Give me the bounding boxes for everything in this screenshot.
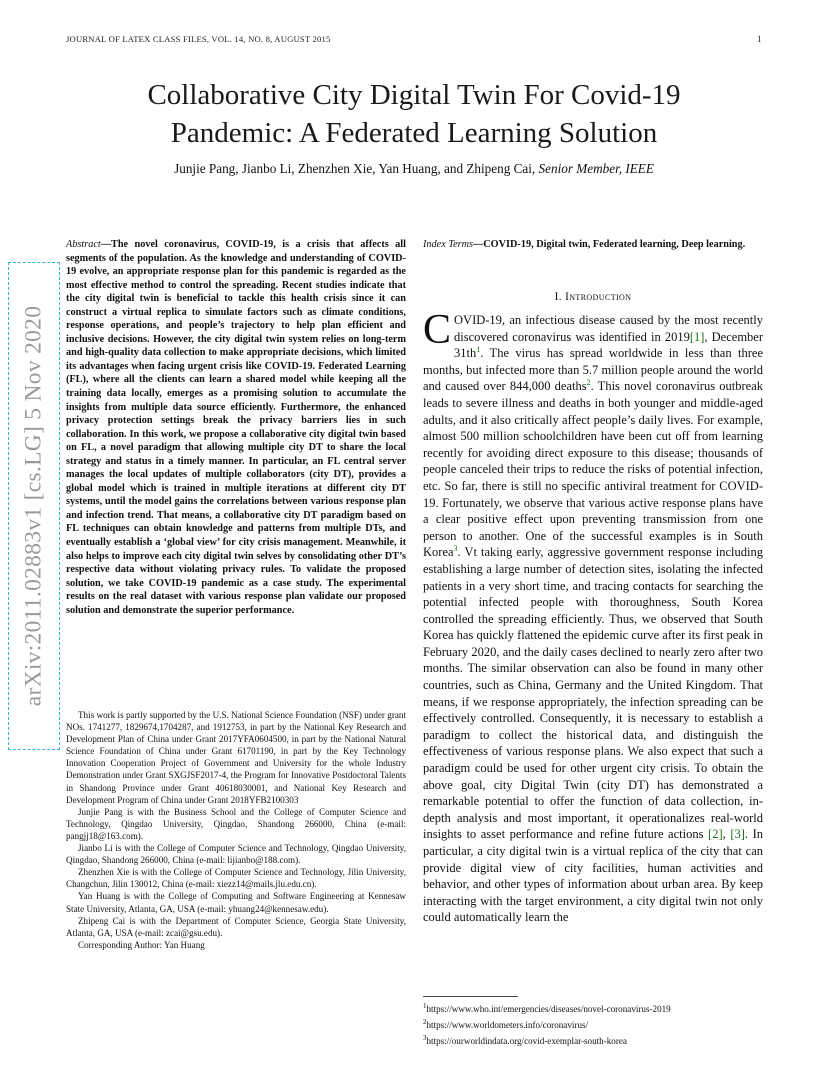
footnote-funding: This work is partly supported by the U.S. National Science Foundation (NSF) under grant NOs. 1741277, 1829674,1704287, and 1912753, in part by the National Key Research and Development Plan of China under Grant 2017YFA0604500, in part by the National Natural Science Foundation of China under Grant 61701190, in part by the Key Technology Innovation Cooperation Project of Government and University for the whole Industry Demonstration under Grant SXGJSF2017-4, the Program for Innovative Postdoctoral Talents in Shandong Province under Grant 40618030001, and National Key Research and Development Program of China under Grant 2018YFB2100303 bbox=[66, 710, 406, 805]
drop-cap: C bbox=[423, 307, 452, 353]
index-terms-lead: Index Terms bbox=[423, 239, 474, 250]
arxiv-stamp-text: arXiv:2011.02883v1 [cs.LG] 5 Nov 2020 bbox=[20, 305, 47, 707]
page-number: 1 bbox=[757, 34, 762, 44]
title-line-1: Collaborative City Digital Twin For Covid-19 bbox=[147, 79, 681, 111]
footnote-number: 1 bbox=[423, 1002, 427, 1010]
footnote-rule bbox=[423, 996, 518, 997]
url-footnote bbox=[423, 1032, 763, 1048]
section-number: I. bbox=[554, 291, 566, 303]
paper-title bbox=[60, 76, 768, 152]
author-names: Junjie Pang, Jianbo Li, Zhenzhen Xie, Yan Huang, and Zhipeng Cai, bbox=[174, 161, 536, 176]
body-text: , bbox=[722, 827, 731, 842]
author-membership: Senior Member, IEEE bbox=[538, 161, 654, 176]
index-terms bbox=[423, 238, 763, 252]
footnote-marker-link[interactable]: 2 bbox=[586, 378, 591, 388]
url-footnote bbox=[423, 1016, 763, 1032]
citation-link[interactable]: [3] bbox=[730, 827, 745, 842]
footnote-corresponding: Corresponding Author: Yan Huang bbox=[78, 939, 205, 950]
citation-link[interactable]: [1] bbox=[689, 329, 705, 344]
body-text: . In particular, a city digital twin is a virtual replica of the city that can provide digital view of city facilities, human activities and behavior, and other types of information about urban area. By keep interacting with the target environment, a city digital twin not only could automatically learn the bbox=[423, 827, 763, 925]
body-text: . Vt taking early, aggressive government response including establishing a large number of detection sites, isolating the infected patients in a very short time, and tracing contacts for searching the potential infected people with thoroughness, South Korea controlled the spreading efficiently. Thus, we observed that South Korea has quickly flattened the epidemic curve after its first peak in February 2020, and the daily cases declined to nearly zero after two months. The similar observation can also be found in many other countries, such as China, Germany and the United Kingdom. That means, if we response appropriately, the infection spreading can be effectively controlled. Consequently, it is necessary to establish a paradigm to collect the historical data, and distinguish the effectiveness of various response plans. We also expect that such a paradigm could be used for other urgent city crisis. To obtain the above goal, city Digital Twin (city DT) has demonstrated a remarkable potential to offer the function of data collection, in-depth analysis and most important, it operationalizes real-world insights to asset performance and refine future actions bbox=[423, 545, 763, 842]
running-header: JOURNAL OF LATEX CLASS FILES, VOL. 14, NO. 8, AUGUST 2015 bbox=[66, 34, 331, 44]
left-footnotes bbox=[66, 709, 406, 951]
footnote-marker-link[interactable]: 1 bbox=[476, 345, 481, 355]
footnote-number: 3 bbox=[423, 1034, 427, 1043]
footnote-marker-link[interactable]: 3 bbox=[453, 544, 458, 554]
footnote-affiliation: Junjie Pang is with the Business School and the College of Computer Science and Technology, Qingdao University, Qingdao, Shandong 266000, China (e-mail: pangjj18@163.com). bbox=[66, 806, 406, 841]
footnote-url-link[interactable]: https://ourworldindata.org/covid-exemplar-south-korea bbox=[426, 1036, 627, 1047]
author-list bbox=[60, 161, 768, 177]
abstract-text: —The novel coronavirus, COVID-19, is a crisis that affects all segments of the population. As the knowledge and understanding of COVID-19 evolve, an appropriate response plan for this pandemic is regarded as the most effective method to control the spreading. Recent studies indicate that the city digital twin is beneficial to tackle this health crisis since it can construct a virtual replica to simulate factors such as climate conditions, response operations, and people’s trajectory to help plan efficient and inclusive decisions. However, the city digital twin system relies on long-term and high-quality data collection to make appropriate decisions, which limited its advantages when facing urgent crisis like COVID-19. Federated Learning (FL), where all the clients can learn a shared model while keeping all the training data locally, emerges as a promising solution to accumulate the insights from multiple data source efficiently. Furthermore, the enhanced privacy protection settings break the privacy barriers lies in such collaboration. In this work, we propose a collaborative city digital twin based on FL, a novel paradigm that allowing multiple city DT to share the local strategy and status in a timely manner. In particular, an FL central server manages the local updates of multiple collaborators (city DT), provides a global model which is trained in multiple iterations at different city DT systems, until the model gains the correlations between various response plan and infection trend. That means, a collaborative city DT paradigm based on FL techniques can obtain knowledge and patterns from multiple DTs, and eventually establish a ‘global view’ for city crisis management. Meanwhile, it also helps to improve each city digital twin selves by consolidating other DT’s respective data without violating privacy rules. To validate the proposed solution, we take COVID-19 pandemic as a case study. The experimental results on the real dataset with various response plan validate our proposed solution and demonstrate the superior performance. bbox=[66, 239, 406, 616]
introduction-body bbox=[423, 307, 764, 926]
index-terms-text: —COVID-19, Digital twin, Federated learning, Deep learning. bbox=[473, 239, 746, 250]
section-title: Introduction bbox=[565, 291, 632, 303]
footnote-affiliation: Yan Huang is with the College of Computing and Software Engineering at Kennesaw State University, Atlanta, GA, USA (e-mail: yhuang24@kennesaw.edu). bbox=[66, 891, 406, 914]
footnote-affiliation: Zhenzhen Xie is with the College of Computer Science and Technology, Jilin University, Changchun, Jilin 130012, China (e-mail: xiezz14@mails.jlu.edu.cn). bbox=[66, 867, 406, 890]
title-line-2: Pandemic: A Federated Learning Solution bbox=[170, 117, 658, 149]
body-text: , December 31th bbox=[454, 329, 764, 361]
section-heading bbox=[423, 291, 763, 303]
url-footnote bbox=[423, 1000, 763, 1016]
body-text: OVID-19, an infectious disease caused by the most recently discovered coronavirus was identified in 2019 bbox=[454, 313, 763, 344]
footnote-affiliation: Jianbo Li is with the College of Computer Science and Technology, Qingdao University, Qingdao, Shandong 266000, China (e-mail: lijianbo@188.com). bbox=[66, 843, 406, 866]
right-footnotes bbox=[423, 1000, 763, 1048]
footnote-url-link[interactable]: https://www.who.int/emergencies/diseases/novel-coronavirus-2019 bbox=[426, 1004, 671, 1015]
abstract bbox=[66, 238, 406, 617]
citation-link[interactable]: [2] bbox=[708, 827, 723, 842]
footnote-number: 2 bbox=[423, 1018, 427, 1027]
abstract-lead: Abstract bbox=[66, 239, 101, 250]
body-text: . The virus has spread worldwide in less than three months, but infected more than 5.7 million people around the world and caused over 844,000 deaths bbox=[423, 346, 763, 394]
body-text: . This novel coronavirus outbreak leads to severe illness and deaths in both younger and middle-aged adults, and it also critically affect people’s daily lives. For example, almost 500 million schoolchildren have been cut off from learning recently for avoiding direct exposure to this disease; thousands of people canceled their trips to reduce the risks of potential infection, etc. So far, there is still no specific antiviral treatment for COVID-19. Fortunately, we observe that various active response plans have a clear positive effect upon preventing transmission from one person to another. One of the successful examples is in South Korea bbox=[423, 379, 763, 560]
footnote-url-link[interactable]: https://www.worldometers.info/coronavirus/ bbox=[426, 1020, 589, 1031]
arxiv-stamp-link[interactable] bbox=[8, 262, 60, 750]
footnote-affiliation: Zhipeng Cai is with the Department of Computer Science, Georgia State University, Atlanta, GA, USA (e-mail: zcai@gsu.edu). bbox=[66, 915, 406, 938]
